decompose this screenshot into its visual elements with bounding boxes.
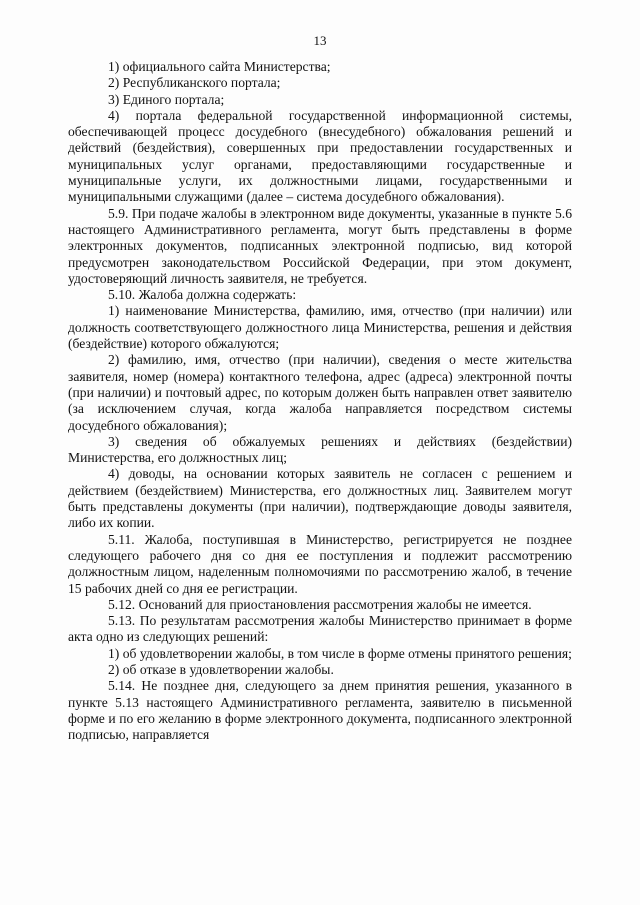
- clause-5-10-item-2: 2) фамилию, имя, отчество (при наличии), сведения о месте жительства заявителя, номер (номера) контактного телефона, адрес (адреса) электронной почты (при наличии) и почтовый адрес, по которым должен быть направлен ответ заявителю (за исключением случая, когда жалоба направляется посредством системы досудебного обжалования);: [68, 352, 572, 433]
- clause-5-13: 5.13. По результатам рассмотрения жалобы Министерство принимает в форме акта одно из следующих решений:: [68, 613, 572, 645]
- clause-5-10-item-1: 1) наименование Министерства, фамилию, имя, отчество (при наличии) или должность соответствующего должностного лица Министерства, решения и действия (бездействие) которого обжалуются;: [68, 303, 572, 352]
- clause-5-10-item-3: 3) сведения об обжалуемых решениях и действиях (бездействии) Министерства, его должностных лиц;: [68, 433, 572, 466]
- clause-5-14: 5.14. Не позднее дня, следующего за днем принятия решения, указанного в пункте 5.13 настоящего Административного регламента, заявителю в письменной форме и по его желанию в форме электронного документа, подписанного электронной подписью, направляется: [68, 678, 572, 743]
- list-item-federal-portal: 4) портала федеральной государственной информационной системы, обеспечивающей процесс досудебного (внесудебного) обжалования решений и действий (бездействия), совершенных при предоставлении государственных и муниципальных услуг органами, предоставляющими государственные и муниципальные услуги, их должностными лицами, государственными и муниципальными служащими (далее – система досудебного обжалования).: [68, 107, 572, 205]
- list-item-republican-portal: 2) Республиканского портала;: [108, 75, 281, 91]
- page-number: 13: [313, 33, 327, 48]
- clause-5-10: 5.10. Жалоба должна содержать:: [108, 287, 297, 303]
- clause-5-10-item-4: 4) доводы, на основании которых заявитель не согласен с решением и действием (бездействием) Министерства, его должностных лиц. Заявителем могут быть представлены документы (при наличии), подтверждающие доводы заявителя, либо их копии.: [68, 466, 572, 531]
- clause-5-13-item-2: 2) об отказе в удовлетворении жалобы.: [108, 661, 334, 677]
- list-item-official-site: 1) официального сайта Министерства;: [108, 59, 331, 74]
- clause-5-11: 5.11. Жалоба, поступившая в Министерство, регистрируется не позднее следующего рабочего дня со дня ее поступления и подлежит рассмотрению должностным лицом, наделенным полномочиями по рассмотрению жалоб, в течение 15 рабочих дней со дня ее регистрации.: [68, 531, 572, 596]
- clause-5-13-item-1: 1) об удовлетворении жалобы, в том числе в форме отмены принятого решения;: [108, 645, 572, 661]
- clause-5-9: 5.9. При подаче жалобы в электронном виде документы, указанные в пункте 5.6 настоящего Административного регламента, могут быть представлены в форме электронных документов, подписанных электронной подписью, вид которой предусмотрен законодательством Российской Федерации, при этом документ, удостоверяющий личность заявителя, не требуется.: [68, 205, 572, 286]
- list-item-unified-portal: 3) Единого портала;: [108, 91, 225, 107]
- document-body: [68, 59, 572, 743]
- clause-5-12: 5.12. Оснований для приостановления рассмотрения жалобы не имеется.: [108, 596, 532, 612]
